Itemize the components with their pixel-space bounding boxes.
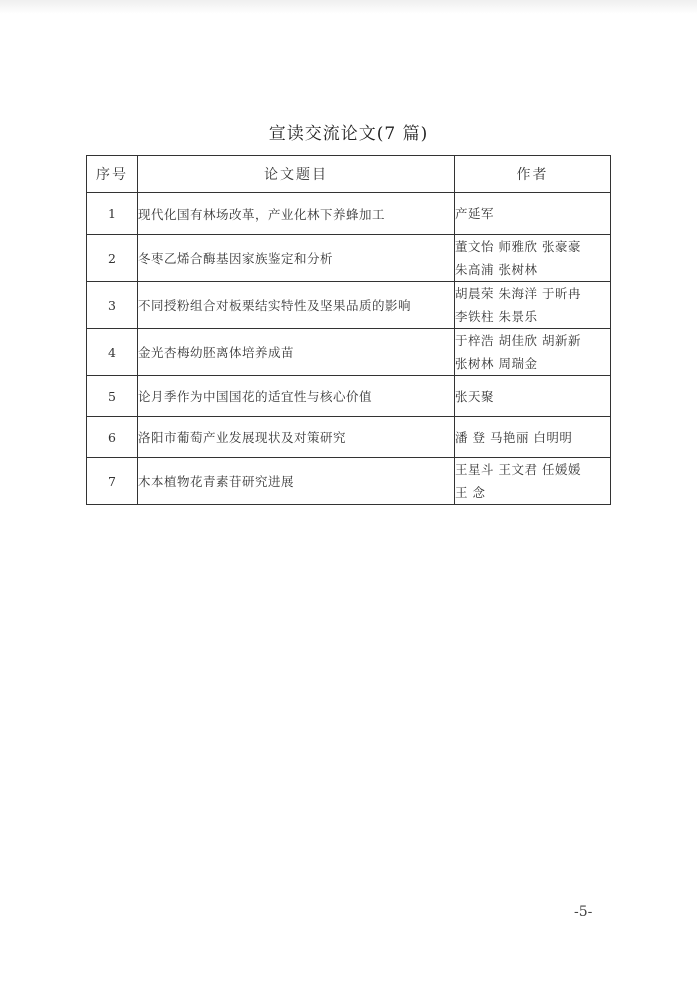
row-title: 木本植物花青素苷研究进展 — [138, 458, 455, 505]
author-line: 张树林 周瑞金 — [455, 356, 538, 371]
author-line: 李铁柱 朱景乐 — [455, 309, 538, 324]
author-line: 王 念 — [455, 485, 486, 500]
row-title: 洛阳市葡萄产业发展现状及对策研究 — [138, 417, 455, 458]
author-line: 于梓浩 胡佳欣 胡新新 — [455, 333, 581, 348]
table-row — [87, 458, 611, 505]
table-row — [87, 282, 611, 329]
row-title: 现代化国有林场改革，产业化林下养蜂加工 — [138, 193, 455, 235]
row-title: 论月季作为中国国花的适宜性与核心价值 — [138, 376, 455, 417]
table-row — [87, 193, 611, 235]
row-index: 7 — [87, 458, 138, 505]
row-authors — [455, 417, 611, 458]
author-line: 董文怡 师雅欣 张豪豪 — [455, 239, 581, 254]
papers-table — [86, 155, 611, 505]
header-authors: 作者 — [455, 156, 611, 193]
row-index: 5 — [87, 376, 138, 417]
author-line: 王星斗 王文君 任媛媛 — [455, 462, 581, 477]
table-row — [87, 235, 611, 282]
table-header-row — [87, 156, 611, 193]
row-index: 1 — [87, 193, 138, 235]
document-title: 宣读交流论文(7 篇) — [268, 124, 429, 144]
row-authors — [455, 282, 611, 329]
row-authors — [455, 329, 611, 376]
author-line: 张天聚 — [455, 388, 495, 404]
row-title: 冬枣乙烯合酶基因家族鉴定和分析 — [138, 235, 455, 282]
row-authors — [455, 235, 611, 282]
row-index: 6 — [87, 417, 138, 458]
author-line: 潘 登 马艳丽 白明明 — [455, 429, 573, 445]
author-line: 胡晨荣 朱海洋 于昕冉 — [455, 286, 581, 301]
row-title: 不同授粉组合对板栗结实特性及坚果品质的影响 — [138, 282, 455, 329]
row-index: 3 — [87, 282, 138, 329]
table-row — [87, 417, 611, 458]
author-line: 朱高浦 张树林 — [455, 262, 538, 277]
row-authors — [455, 376, 611, 417]
header-index: 序号 — [87, 156, 138, 193]
header-title: 论文题目 — [138, 156, 455, 193]
author-line: 产延军 — [455, 206, 495, 221]
row-title: 金光杏梅幼胚离体培养成苗 — [138, 329, 455, 376]
row-authors — [455, 193, 611, 235]
row-index: 4 — [87, 329, 138, 376]
row-index: 2 — [87, 235, 138, 282]
top-shading — [0, 0, 697, 14]
page-number: -5- — [574, 904, 593, 920]
table-row — [87, 329, 611, 376]
row-authors — [455, 458, 611, 505]
table-row — [87, 376, 611, 417]
